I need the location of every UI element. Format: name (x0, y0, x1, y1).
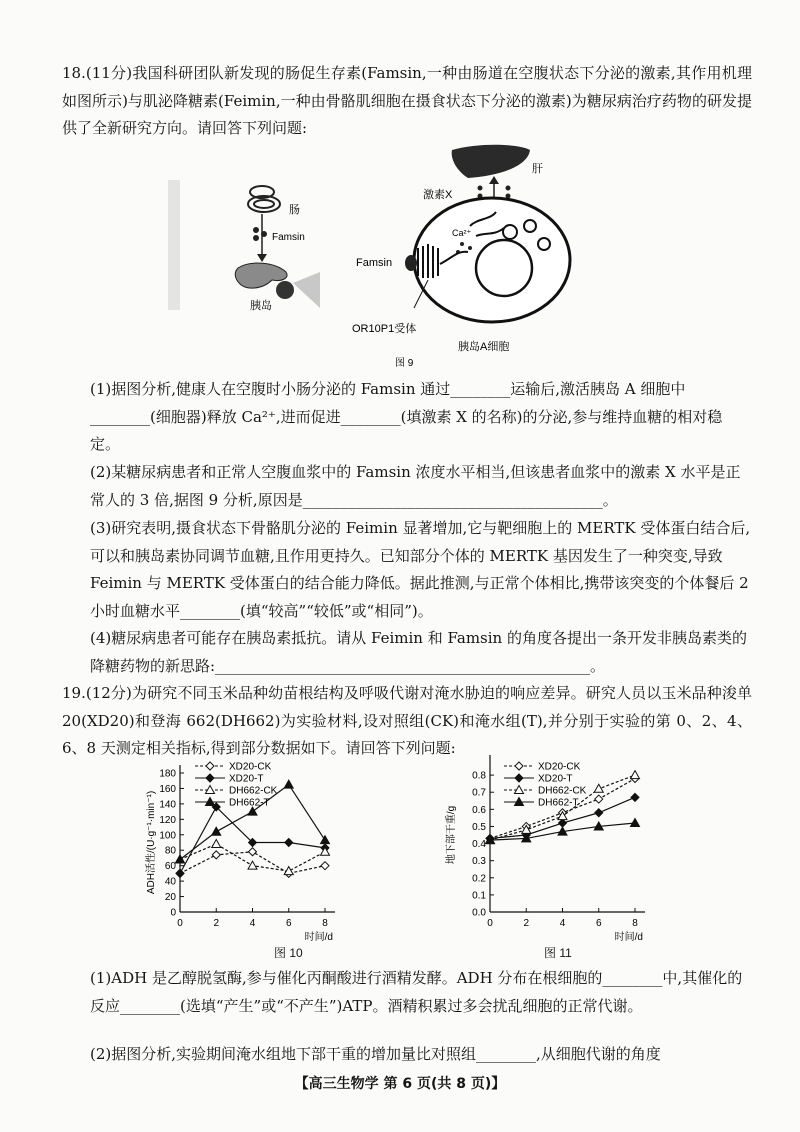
legend-label: DH662-CK (229, 785, 278, 797)
cell-label: 胰岛A细胞 (458, 341, 510, 353)
x-tick-label: 6 (285, 918, 292, 929)
x-tick-label: 2 (523, 918, 530, 929)
legend-label: DH662-CK (538, 785, 587, 797)
x-axis-label: 时间/d (614, 932, 643, 943)
y-tick-label: 180 (159, 768, 176, 780)
data-point-XD20-CK (321, 862, 329, 870)
data-point-XD20-T (176, 869, 184, 877)
data-point-XD20-T (595, 809, 603, 817)
data-point-XD20-T (285, 839, 293, 847)
data-point-DH662-CK (248, 861, 257, 869)
islet-icon (276, 281, 294, 299)
hormone-x-label: 激素X (423, 189, 453, 201)
y-tick-label: 40 (164, 876, 176, 888)
legend-label: DH662-T (229, 797, 270, 809)
scan-artifact (168, 180, 180, 310)
y-tick-label: 0.0 (472, 907, 486, 919)
x-tick-label: 0 (487, 918, 493, 929)
x-tick-label: 8 (322, 918, 328, 929)
legend-marker (515, 762, 523, 770)
legend-label: XD20-T (538, 773, 573, 785)
data-point-DH662-CK (631, 771, 640, 779)
q18-sub3: (3)研究表明,摄食状态下骨骼肌分泌的 Feimin 显著增加,它与靶细胞上的 MERTK 受体蛋白结合后,可以和胰岛素协同调节血糖,且作用更持久。已知部分个体的 MERTK 基因发生了一种突变,导致 Feimin 与 MERTK 受体蛋白的结合能力降低。据此推测,与正常个体相比,携带该突变的个体餐后 2 小时血糖水平________(填“较高”“较低”或“相同”)。 (90, 519, 751, 620)
y-tick-label: 0.5 (472, 821, 486, 833)
famsin-receptor-label: Famsin (356, 257, 393, 269)
data-point-DH662-CK (594, 784, 603, 792)
x-tick-label: 0 (177, 918, 183, 929)
data-point-DH662-T (321, 836, 330, 844)
y-tick-label: 0 (170, 907, 176, 919)
y-tick-label: 100 (159, 830, 176, 842)
data-point-XD20-T (559, 819, 567, 827)
y-tick-label: 0.6 (472, 804, 486, 816)
y-axis-label: 地下部干重/g (446, 805, 457, 865)
y-tick-label: 140 (159, 799, 176, 811)
data-point-DH662-CK (212, 840, 221, 848)
data-point-XD20-T (631, 793, 639, 801)
legend-marker (206, 774, 214, 782)
arrowhead-liver (489, 176, 499, 184)
q18-sub4: (4)糖尿病患者可能存在胰岛素抵抗。请从 Feimin 和 Famsin 的角度各提出一条开发非胰岛素类的降糖药物的新思路:__________________________________________________。 (90, 629, 747, 675)
legend-label: XD20-CK (229, 761, 272, 773)
pancreas-label: 胰岛 (250, 300, 272, 312)
figure-10-chart (140, 755, 440, 965)
figure-11-chart (440, 755, 700, 965)
data-point-DH662-T (212, 827, 221, 835)
page-footer: 【高三生物学 第 6 页(共 8 页)】 (294, 1076, 506, 1092)
data-point-DH662-T (284, 780, 293, 788)
legend-marker (206, 762, 214, 770)
figure-11-caption: 图 11 (544, 946, 572, 960)
y-tick-label: 160 (159, 783, 176, 795)
q19-sub1: (1)ADH 是乙醇脱氢酶,参与催化丙酮酸进行酒精发酵。ADH 分布在根细胞的________中,其催化的反应________(选填“产生”或“不产生”)ATP。酒精积累过多会扰乱细胞的正常代谢。 (90, 969, 743, 1015)
y-tick-label: 0.4 (472, 839, 486, 851)
y-tick-label: 0.2 (472, 873, 486, 885)
y-tick-label: 0.3 (472, 856, 486, 868)
data-point-DH662-T (631, 819, 640, 827)
data-point-XD20-CK (212, 851, 220, 859)
q18-sub2: (2)某糖尿病患者和正常人空腹血浆中的 Famsin 浓度水平相当,但该患者血浆中的激素 X 水平是正常人的 3 倍,据图 9 分析,原因是________________________________________。 (90, 463, 741, 509)
liver-icon (452, 145, 530, 178)
famsin-flow-label: Famsin (272, 232, 305, 243)
legend-label: XD20-CK (538, 761, 581, 773)
y-tick-label: 120 (159, 814, 176, 826)
x-tick-label: 4 (559, 918, 566, 929)
data-point-DH662-T (176, 855, 185, 863)
ca-label: Ca²⁺ (452, 228, 472, 238)
famsin-ligand-icon (405, 255, 417, 271)
y-tick-label: 0.1 (472, 890, 486, 902)
legend-label: XD20-T (229, 773, 264, 785)
figure-9-caption: 图 9 (395, 358, 414, 369)
figure-10-caption: 图 10 (274, 946, 303, 960)
q18-sub1: (1)据图分析,健康人在空腹时小肠分泌的 Famsin 通过________运输后,激活胰岛 A 细胞中________(细胞器)释放 Ca²⁺,进而促进________(填激素 X 的名称)的分泌,参与维持血糖的相对稳定。 (90, 380, 723, 453)
legend-label: DH662-T (538, 797, 579, 809)
y-tick-label: 20 (164, 892, 176, 904)
nucleus-icon (476, 240, 532, 296)
figure-9-diagram (0, 140, 800, 370)
x-axis-label: 时间/d (304, 932, 333, 943)
y-tick-label: 80 (164, 845, 176, 857)
q18-intro: 18.(11分)我国科研团队新发现的肠促生存素(Famsin,一种由肠道在空腹状态下分泌的激素,其作用机理如图所示)与肌泌降糖素(Feimin,一种由骨骼肌细胞在摄食状态下分泌的激素)为糖尿病治疗药物的研发提供了全新研究方向。请回答下列问题: (62, 64, 752, 137)
y-axis-label: ADH活性/(U·g⁻¹·min⁻¹) (146, 790, 157, 895)
y-tick-label: 0.8 (472, 770, 486, 782)
magnify-cone-icon (293, 272, 320, 308)
famsin-dots-icon (253, 227, 267, 241)
x-tick-label: 2 (213, 918, 220, 929)
liver-label: 肝 (532, 163, 543, 175)
intestine-icon (248, 186, 280, 212)
arrowhead-pancreas (257, 254, 267, 262)
x-tick-label: 4 (249, 918, 256, 929)
intestine-label: 肠 (289, 204, 300, 216)
x-tick-label: 6 (595, 918, 602, 929)
q19-intro: 19.(12分)为研究不同玉米品种幼苗根结构及呼吸代谢对淹水胁迫的响应差异。研究人员以玉米品种浚单 20(XD20)和登海 662(DH662)为实验材料,设对照组(CK)和淹水组(T),并分别于实验的第 0、2、4、6、8 天测定相关指标,得到部分数据如下。请回答下列问题: (62, 684, 752, 757)
data-point-XD20-CK (249, 848, 257, 856)
data-point-XD20-CK (595, 795, 603, 803)
x-tick-label: 8 (632, 918, 638, 929)
legend-marker (515, 774, 523, 782)
y-tick-label: 60 (164, 861, 176, 873)
q19-sub2: (2)据图分析,实验期间淹水组地下部干重的增加量比对照组________,从细胞代谢的角度 (90, 1045, 661, 1063)
y-tick-label: 0.7 (472, 787, 486, 799)
receptor-label: OR10P1受体 (352, 323, 417, 335)
